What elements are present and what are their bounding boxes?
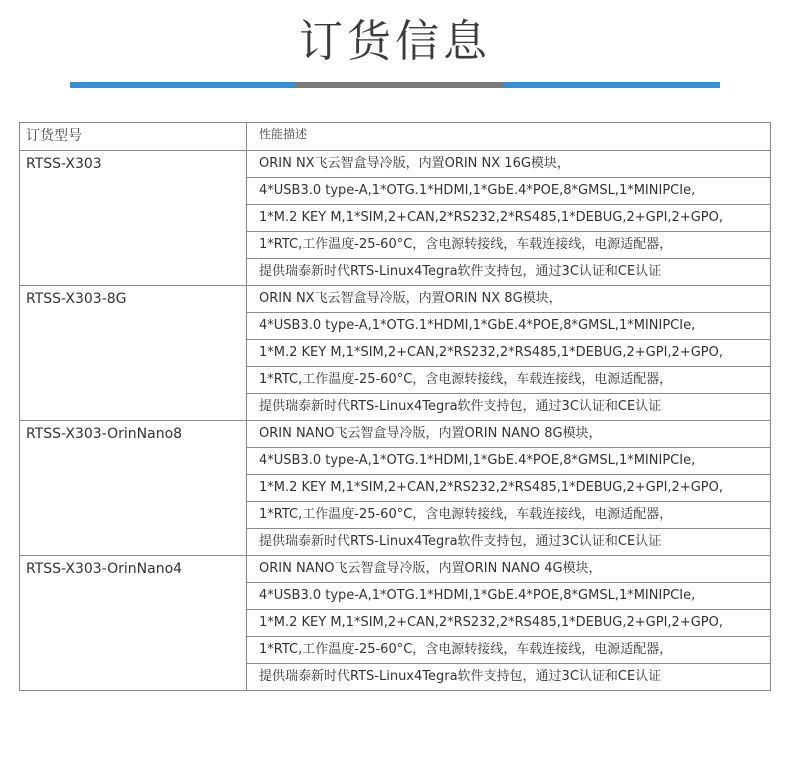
- description-cell: 1*RTC,工作温度-25-60°C，含电源转接线，车载连接线，电源适配器，: [247, 232, 771, 259]
- description-cell: 4*USB3.0 type-A,1*OTG.1*HDMI,1*GbE.4*POE,8*GMSL,1*MINIPCIe,: [247, 583, 771, 610]
- table-header-row: [20, 123, 771, 151]
- table-row: [20, 151, 771, 178]
- page-title: 订货信息: [299, 16, 491, 67]
- description-cell: 提供瑞泰新时代RTS-Linux4Tegra软件支持包，通过3C认证和CE认证: [247, 259, 771, 286]
- description-cell: 4*USB3.0 type-A,1*OTG.1*HDMI,1*GbE.4*POE,8*GMSL,1*MINIPCIe,: [247, 313, 771, 340]
- description-cell: ORIN NX飞云智盒导冷版，内置ORIN NX 8G模块，: [247, 286, 771, 313]
- description-cell: 1*M.2 KEY M,1*SIM,2+CAN,2*RS232,2*RS485,1*DEBUG,2+GPI,2+GPO,: [247, 475, 771, 502]
- title-divider: [70, 82, 720, 88]
- table-row: [20, 556, 771, 583]
- description-cell: 1*M.2 KEY M,1*SIM,2+CAN,2*RS232,2*RS485,1*DEBUG,2+GPI,2+GPO,: [247, 340, 771, 367]
- ordering-info-table: [19, 122, 771, 691]
- description-cell: ORIN NANO飞云智盒导冷版，内置ORIN NANO 8G模块，: [247, 421, 771, 448]
- description-cell: ORIN NANO飞云智盒导冷版，内置ORIN NANO 4G模块，: [247, 556, 771, 583]
- divider-segment-right: [503, 82, 720, 88]
- model-cell: RTSS-X303-OrinNano8: [20, 421, 247, 556]
- divider-segment-middle: [295, 82, 503, 88]
- description-cell: ORIN NX飞云智盒导冷版，内置ORIN NX 16G模块，: [247, 151, 771, 178]
- description-cell: 1*M.2 KEY M,1*SIM,2+CAN,2*RS232,2*RS485,1*DEBUG,2+GPI,2+GPO,: [247, 205, 771, 232]
- table-row: [20, 286, 771, 313]
- model-cell: RTSS-X303-8G: [20, 286, 247, 421]
- header-model: 订货型号: [20, 123, 247, 151]
- description-cell: 4*USB3.0 type-A,1*OTG.1*HDMI,1*GbE.4*POE,8*GMSL,1*MINIPCIe,: [247, 448, 771, 475]
- model-cell: RTSS-X303: [20, 151, 247, 286]
- description-cell: 提供瑞泰新时代RTS-Linux4Tegra软件支持包，通过3C认证和CE认证: [247, 664, 771, 691]
- description-cell: 1*M.2 KEY M,1*SIM,2+CAN,2*RS232,2*RS485,1*DEBUG,2+GPI,2+GPO,: [247, 610, 771, 637]
- model-cell: RTSS-X303-OrinNano4: [20, 556, 247, 691]
- description-cell: 1*RTC,工作温度-25-60°C，含电源转接线，车载连接线，电源适配器，: [247, 502, 771, 529]
- description-cell: 提供瑞泰新时代RTS-Linux4Tegra软件支持包，通过3C认证和CE认证: [247, 394, 771, 421]
- header-description: 性能描述: [247, 123, 771, 151]
- description-cell: 4*USB3.0 type-A,1*OTG.1*HDMI,1*GbE.4*POE,8*GMSL,1*MINIPCIe,: [247, 178, 771, 205]
- description-cell: 1*RTC,工作温度-25-60°C，含电源转接线，车载连接线，电源适配器，: [247, 367, 771, 394]
- table-row: [20, 421, 771, 448]
- description-cell: 1*RTC,工作温度-25-60°C，含电源转接线，车载连接线，电源适配器，: [247, 637, 771, 664]
- description-cell: 提供瑞泰新时代RTS-Linux4Tegra软件支持包，通过3C认证和CE认证: [247, 529, 771, 556]
- divider-segment-left: [70, 82, 295, 88]
